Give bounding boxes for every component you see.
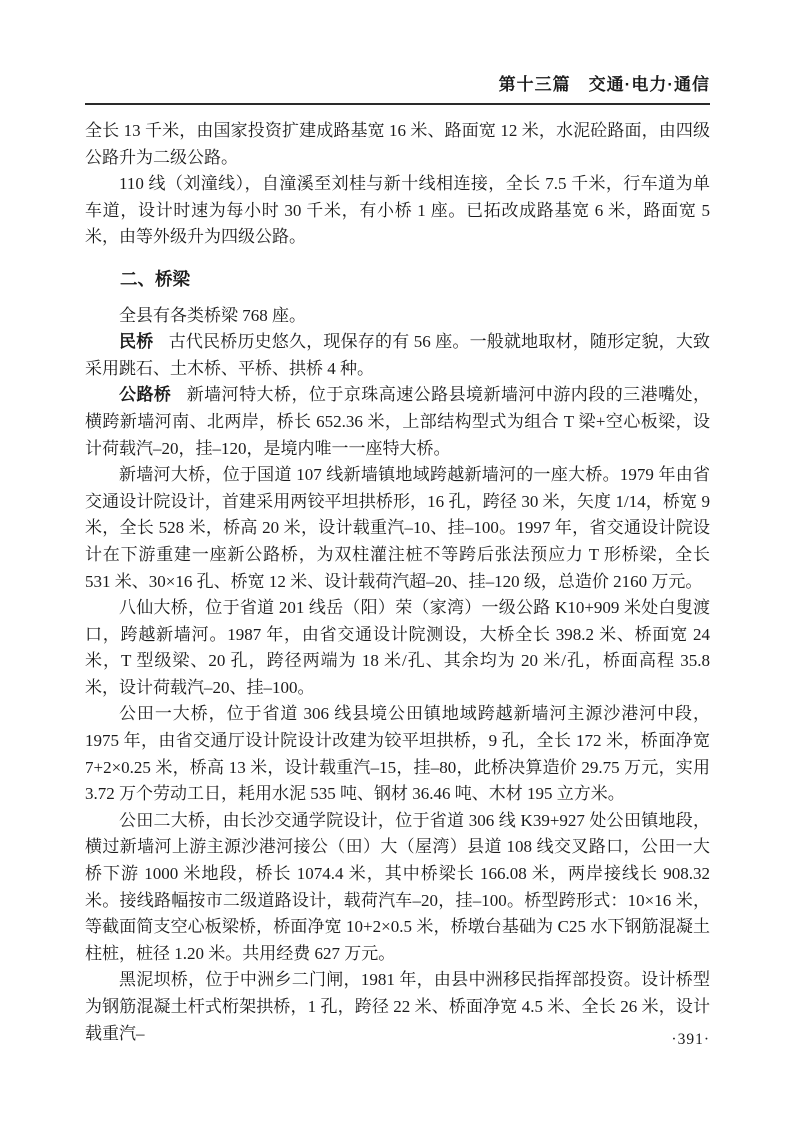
paragraph-line-110: 110 线（刘潼线），自潼溪至刘桂与新十线相连接，全长 7.5 千米，行车道为单车道，设计时速为每小时 30 千米，有小桥 1 座。已拓改成路基宽 6 米，路面宽 5 米，由等外级升为四级公路。 — [85, 174, 710, 247]
paragraph-bridge-total: 全县有各类桥梁 768 座。 — [119, 305, 306, 325]
paragraph-heiniba-bridge: 黑泥坝桥，位于中洲乡二门闸，1981 年，由县中洲移民指挥部投资。设计桥型为钢筋混凝土杆式桁架拱桥，1 孔，跨径 22 米、桥面净宽 4.5 米、全长 26 米，设计载重汽– — [85, 970, 710, 1043]
runin-label-highway-bridge: 公路桥 — [119, 385, 172, 405]
page-header — [85, 70, 710, 105]
paragraph-xinqianghe-bridge: 新墙河大桥，位于国道 107 线新墙镇地域跨越新墙河的一座大桥。1979 年由省交通设计院设计，首建采用两铰平坦拱桥形，16 孔，跨径 30 米，矢度 1/14，桥宽 9 米，全长 528 米，桥高 20 米，设计载重汽–10、挂–100。1997 年，省交通设计院设计在下游重建一座新公路桥，为双柱灌注桩不等跨后张法预应力 T 形桥梁，全长 531 米、30×16 孔、桥宽 12 米、设计载荷汽超–20、挂–120 级，总造价 2160 万元。 — [85, 465, 710, 591]
paragraph-gongtian-first-bridge: 公田一大桥，位于省道 306 线县境公田镇地域跨越新墙河主源沙港河中段，1975 年，由省交通厅设计院设计改建为铰平坦拱桥，9 孔，全长 172 米，桥面净宽 7+2×0.25 米，桥高 13 米，设计载重汽–15，挂–80，此桥决算造价 29.75 万元，实用 3.72 万个劳动工日，耗用水泥 535 吨、钢材 36.46 吨、木材 195 立方米。 — [85, 704, 710, 804]
paragraph-gongtian-second-bridge: 公田二大桥，由长沙交通学院设计，位于省道 306 线 K39+927 处公田镇地段，横过新墙河上游主源沙港河接公（田）大（屋湾）县道 108 线交叉路口，公田一大桥下游 1000 米地段，桥长 1074.4 米，其中桥梁长 166.08 米，两岸接线长 908.32 米。接线路幅按市二级道路设计，载荷汽车–20，挂–100。桥型跨形式：10×16 米，等截面简支空心板梁桥，桥面净宽 10+2×0.5 米，桥墩台基础为 C25 水下钢筋混凝土柱桩，桩径 1.20 米。共用经费 627 万元。 — [85, 810, 710, 963]
paragraph-baxian-bridge: 八仙大桥，位于省道 201 线岳（阳）荣（家湾）一级公路 K10+909 米处白叟渡口，跨越新墙河。1987 年，由省交通设计院测设，大桥全长 398.2 米、桥面宽 24 米，T 型级梁、20 孔，跨径两端为 18 米/孔、其余均为 20 米/孔，桥面高程 35.8 米，设计荷载汽–20、挂–100。 — [85, 598, 710, 697]
paragraph-highway-bridge — [85, 382, 710, 462]
page-body — [85, 118, 710, 1047]
section-heading-bridges: 二、桥梁 — [120, 268, 190, 289]
paragraph-highway-bridge-text: 新墙河特大桥，位于京珠高速公路县境新墙河中游内段的三港嘴处，横跨新墙河南、北两岸，桥长 652.36 米，上部结构型式为组合 T 梁+空心板梁，设计荷载汽–20，挂–120，是境内唯一一座特大桥。 — [85, 385, 711, 458]
runin-label-folk-bridge: 民桥 — [119, 332, 154, 352]
page-number: ·391· — [671, 1031, 710, 1048]
paragraph-road-continuation: 全长 13 千米，由国家投资扩建成路基宽 16 米、路面宽 12 米，水泥砼路面，由四级公路升为二级公路。 — [85, 121, 710, 167]
paragraph-folk-bridge — [85, 329, 710, 382]
header-title: 第十三篇 交通·电力·通信 — [498, 75, 710, 94]
paragraph-folk-bridge-text: 古代民桥历史悠久，现保存的有 56 座。一般就地取材，随形定貌，大致采用跳石、土木桥、平桥、拱桥 4 种。 — [85, 332, 711, 378]
